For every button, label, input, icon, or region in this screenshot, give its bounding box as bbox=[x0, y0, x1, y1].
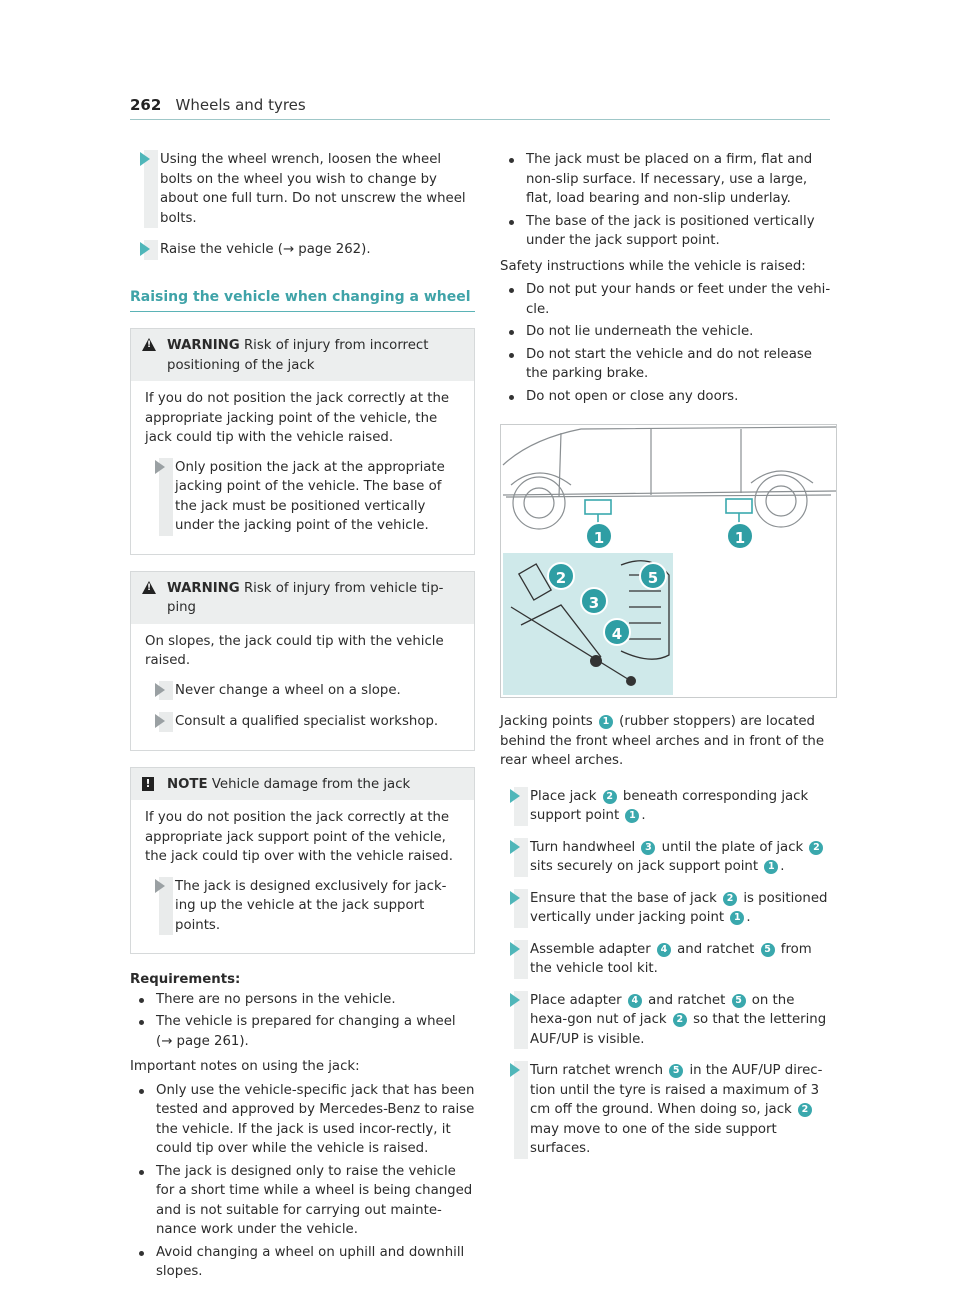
list-item: Do not put your hands or feet under the vehi-cle. bbox=[500, 280, 835, 319]
notes-intro: Important notes on using the jack: bbox=[130, 1059, 360, 1074]
label-jacking-point-1: 1 bbox=[585, 522, 613, 550]
step-text: The jack is designed exclusively for jack-ing up the vehicle at the jack support points. bbox=[175, 878, 447, 933]
callout-number: 4 bbox=[657, 943, 671, 957]
page-header bbox=[130, 96, 830, 118]
step bbox=[500, 889, 835, 928]
callout-number: 5 bbox=[669, 1064, 683, 1078]
callout-number: 2 bbox=[603, 790, 617, 804]
step-text: Only position the jack at the appropriate jacking point of the vehicle. The base of the jack must be positioned vertically under the jacking point of the vehicle. bbox=[175, 459, 445, 533]
arrow-icon bbox=[510, 840, 520, 854]
arrow-icon bbox=[510, 891, 520, 905]
label-jack-2: 2 bbox=[547, 562, 575, 590]
list-item: The jack is designed only to raise the vehicle for a short time while a wheel is being changed and is not suitable for carrying out mainte-nance work under the vehicle. bbox=[130, 1162, 475, 1240]
note-header bbox=[131, 768, 474, 801]
step-text: Raise the vehicle (→ page 262). bbox=[160, 242, 371, 257]
right-column bbox=[500, 150, 835, 1171]
callout-number: 2 bbox=[798, 1103, 812, 1117]
caption-text: Jacking points bbox=[500, 714, 597, 729]
callout-number: 3 bbox=[641, 841, 655, 855]
step bbox=[130, 150, 475, 228]
warning-header bbox=[131, 329, 474, 381]
callout-number: 1 bbox=[625, 809, 639, 823]
note-box bbox=[130, 767, 475, 955]
step bbox=[145, 458, 464, 536]
step-text: Turn handwheel 3 until the plate of jack 2 sits securely on jack support point 1 . bbox=[530, 838, 835, 877]
step-text: Never change a wheel on a slope. bbox=[175, 682, 401, 698]
step bbox=[145, 877, 464, 936]
caption-text: (rubber stoppers) are located behind the front wheel arches and in front of the rear wheel arches. bbox=[500, 714, 825, 768]
van-illustration bbox=[501, 425, 836, 697]
page-number: 262 bbox=[130, 96, 162, 114]
arrow-icon bbox=[510, 942, 520, 956]
step bbox=[130, 240, 475, 260]
arrow-icon bbox=[140, 152, 150, 166]
list-item: Only use the vehicle-specific jack that has been tested and approved by Mercedes-Benz to raise the vehicle. If the jack is used incor-rectly, it could tip over while the vehicle is raised. bbox=[130, 1081, 475, 1159]
list-item: Do not start the vehicle and do not release the parking brake. bbox=[500, 345, 835, 384]
step-text: Consult a qualified specialist workshop. bbox=[175, 714, 439, 729]
callout-number: 5 bbox=[732, 994, 746, 1008]
step bbox=[500, 787, 835, 826]
list-item: The vehicle is prepared for changing a wheel (→ page 261). bbox=[130, 1012, 475, 1051]
callout-number: 1 bbox=[764, 860, 778, 874]
step-text: Ensure that the base of jack 2 is positioned vertically under jacking point 1 . bbox=[530, 890, 828, 925]
step bbox=[500, 940, 835, 979]
figure-caption bbox=[500, 712, 835, 771]
warning-body: If you do not position the jack correctly at the appropriate jacking point of the vehicle, the jack could tip with the vehicle raised. bbox=[145, 391, 450, 445]
list-item: The jack must be placed on a firm, flat and non-slip surface. If necessary, use a large, flat, load bearing and non-slip underlay. bbox=[500, 150, 835, 209]
label-handwheel-3: 3 bbox=[580, 587, 608, 615]
label-adapter-4: 4 bbox=[603, 618, 631, 646]
label-jacking-point-1: 1 bbox=[726, 522, 754, 550]
section-heading: Wheels and tyres bbox=[175, 96, 306, 114]
section-title: Raising the vehicle when changing a wheel bbox=[130, 288, 475, 313]
warning-body: On slopes, the jack could tip with the vehicle raised. bbox=[145, 633, 444, 668]
callout-number: 4 bbox=[628, 994, 642, 1008]
warning-header bbox=[131, 572, 474, 624]
step-text: Turn ratchet wrench 5 in the AUF/UP direc-tion until the tyre is raised a maximum of 3 cm off the ground. When doing so, jack 2 may move to one of the side support surfaces. bbox=[530, 1063, 823, 1156]
label-ratchet-5: 5 bbox=[639, 562, 667, 590]
arrow-icon bbox=[155, 714, 165, 728]
safety-intro: Safety instructions while the vehicle is raised: bbox=[500, 258, 806, 274]
safety-list bbox=[500, 280, 835, 406]
callout-number: 2 bbox=[723, 892, 737, 906]
step bbox=[145, 681, 464, 701]
step-text: Place jack 2 beneath corresponding jack support point 1 . bbox=[530, 788, 809, 823]
step bbox=[500, 1061, 835, 1159]
callout-number: 1 bbox=[599, 715, 613, 729]
header-rule bbox=[130, 119, 830, 120]
step-text: Place adapter 4 and ratchet 5 on the hexa-gon nut of jack 2 so that the lettering AUF/UP is visible. bbox=[530, 992, 827, 1047]
arrow-icon bbox=[510, 1063, 520, 1077]
warning-title: Risk of injury from vehicle tip-ping bbox=[167, 580, 444, 615]
arrow-icon bbox=[155, 683, 165, 697]
jack-conditions-list bbox=[500, 150, 835, 251]
arrow-icon bbox=[510, 993, 520, 1007]
note-keyword: NOTE bbox=[167, 776, 208, 792]
requirements-list bbox=[130, 990, 475, 1052]
list-item: Do not open or close any doors. bbox=[500, 387, 835, 407]
list-item: Avoid changing a wheel on uphill and downhill slopes. bbox=[130, 1243, 475, 1282]
left-column bbox=[130, 150, 475, 1285]
step bbox=[500, 991, 835, 1050]
note-body: If you do not position the jack correctly at the appropriate jack support point of the vehicle, the jack could tip over with the vehicle raised. bbox=[145, 810, 453, 864]
warning-triangle-icon bbox=[142, 581, 156, 594]
step bbox=[500, 838, 835, 877]
callout-number: 1 bbox=[730, 911, 744, 925]
warning-box bbox=[130, 571, 475, 751]
callout-number: 2 bbox=[809, 841, 823, 855]
warning-title: Risk of injury from incorrect positioning of the jack bbox=[167, 338, 429, 373]
notes-list bbox=[130, 1081, 475, 1282]
step-text: Using the wheel wrench, loosen the wheel bolts on the wheel you wish to change by about one full turn. Do not unscrew the wheel bolts. bbox=[160, 152, 466, 226]
arrow-icon bbox=[155, 879, 165, 893]
arrow-icon bbox=[510, 789, 520, 803]
warning-triangle-icon bbox=[142, 338, 156, 351]
callout-number: 2 bbox=[673, 1013, 687, 1027]
arrow-icon bbox=[140, 242, 150, 256]
step-text: Assemble adapter 4 and ratchet 5 from the vehicle tool kit. bbox=[530, 941, 812, 976]
warning-keyword: WARNING bbox=[167, 580, 240, 596]
note-title: Vehicle damage from the jack bbox=[207, 776, 411, 792]
list-item: There are no persons in the vehicle. bbox=[130, 990, 475, 1010]
jacking-points-figure bbox=[500, 424, 837, 698]
exclamation-icon: ! bbox=[142, 777, 154, 791]
requirements-label: Requirements: bbox=[130, 972, 241, 987]
arrow-icon bbox=[155, 460, 165, 474]
warning-keyword: WARNING bbox=[167, 338, 240, 353]
list-item: The base of the jack is positioned vertically under the jack support point. bbox=[500, 212, 835, 251]
warning-box bbox=[130, 328, 475, 555]
list-item: Do not lie underneath the vehicle. bbox=[500, 322, 835, 342]
step bbox=[145, 712, 464, 732]
callout-number: 5 bbox=[761, 943, 775, 957]
